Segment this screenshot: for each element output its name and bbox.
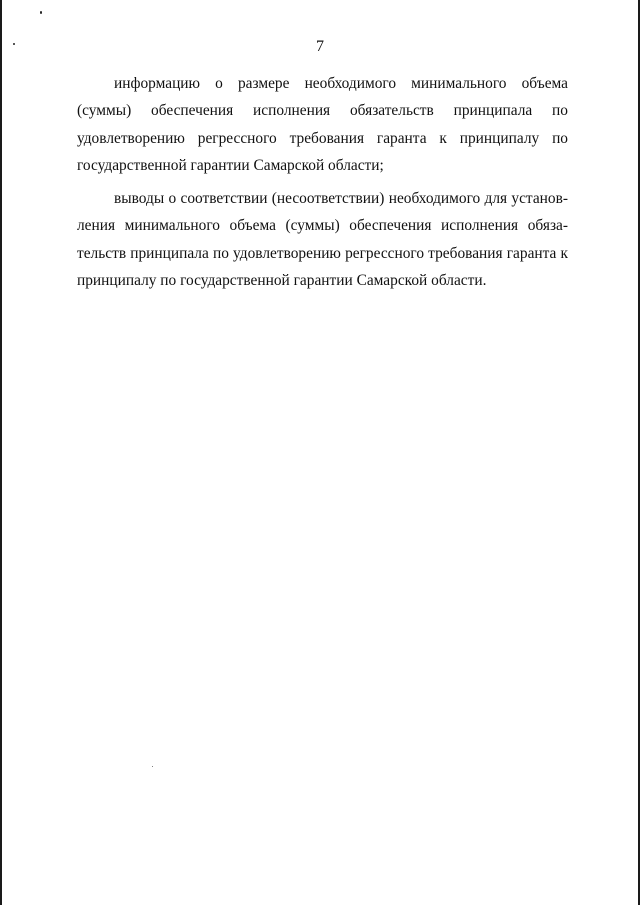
left-border-line bbox=[0, 0, 2, 905]
page-number: 7 bbox=[316, 38, 324, 55]
paragraph-compliance-conclusions: выводы о соответствии (несоответствии) необходимого для установления минимального объема (суммы) обеспечения исполнения обязательств принципала по удовлетворению регрессного требования гаранта к принципалу по государственной гарантии Самарской области. bbox=[77, 190, 568, 290]
scan-speck bbox=[152, 766, 153, 767]
paragraph-guarantee-amount-info: информацию о размере необходимого минимального объема (суммы) обеспечения исполнения обязательств принципала по удовлетворению регрессного требования гаранта к принципалу по государственной гарантии Самарской области; bbox=[77, 75, 568, 174]
document-body bbox=[77, 70, 568, 300]
scan-speck bbox=[40, 11, 42, 14]
